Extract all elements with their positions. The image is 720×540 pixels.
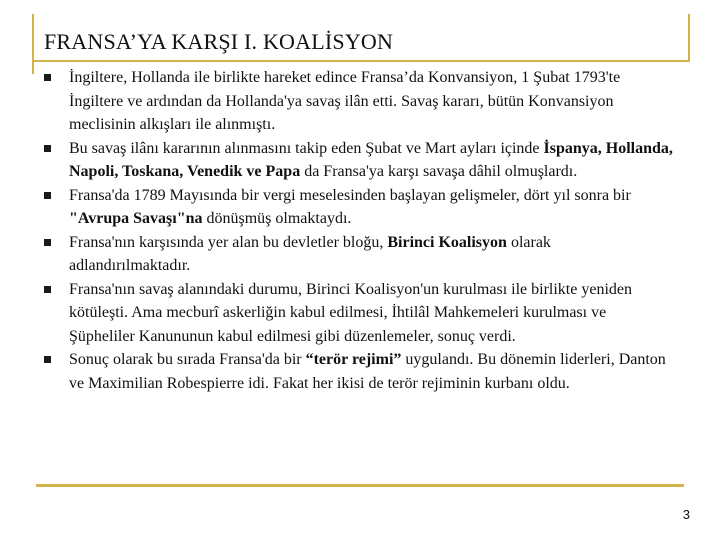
bullet-text: da Fransa'ya karşı savaşa dâhil olmuşlardı. bbox=[300, 163, 578, 180]
bullet-list bbox=[44, 66, 674, 395]
bullet-item bbox=[44, 348, 674, 395]
square-bullet-icon bbox=[44, 356, 51, 363]
bullet-text-bold: "Avrupa Savaşı"na bbox=[69, 210, 203, 227]
square-bullet-icon bbox=[44, 286, 51, 293]
accent-line-right bbox=[688, 14, 690, 62]
bullet-text: olarak adlandırılmaktadır. bbox=[69, 233, 551, 274]
square-bullet-icon bbox=[44, 145, 51, 152]
bullet-item bbox=[44, 231, 674, 278]
square-bullet-icon bbox=[44, 239, 51, 246]
bullet-item bbox=[44, 66, 674, 137]
square-bullet-icon bbox=[44, 74, 51, 81]
bullet-text: dönüşmüş olmaktaydı. bbox=[202, 210, 352, 227]
slide-title: FRANSA’YA KARŞI I. KOALİSYON bbox=[44, 29, 394, 54]
bullet-text: Fransa'nın karşısında yer alan bu devletler bloğu, bbox=[69, 233, 388, 251]
bullet-text-bold: “terör rejimi” bbox=[305, 351, 402, 368]
bullet-item bbox=[44, 137, 674, 184]
title-underline bbox=[32, 60, 690, 62]
page-number: 3 bbox=[682, 507, 690, 522]
bullet-text: Sonuç olarak bu sırada Fransa'da bir bbox=[69, 351, 306, 368]
bullet-text-bold: Birinci Koalisyon bbox=[387, 233, 507, 251]
square-bullet-icon bbox=[44, 192, 51, 199]
accent-line-vertical bbox=[32, 14, 34, 74]
bullet-text-bold: İspanya, Hollanda, Napoli, Toskana, Venedik ve Papa bbox=[69, 139, 673, 180]
bullet-text: Fransa'da 1789 Mayısında bir vergi meselesinden başlayan gelişmeler, dört yıl sonra bir bbox=[69, 186, 631, 204]
bullet-item bbox=[44, 184, 674, 231]
footer-line bbox=[36, 484, 684, 487]
bullet-text: İngiltere, Hollanda ile birlikte hareket edince Fransa’da Konvansiyon, 1 Şubat 1793'te İngiltere ve ardından da Hollanda'ya savaş ilân etti. Savaş kararı, bütün Konvansiyon meclisinin alkışları ile alınmıştı. bbox=[69, 69, 621, 133]
bullet-text: Bu savaş ilânı kararının alınmasını takip eden Şubat ve Mart ayları içinde bbox=[69, 139, 544, 157]
bullet-item bbox=[44, 278, 674, 349]
bullet-text: uygulandı. Bu dönemin liderleri, Danton ve Maximilian Robespierre idi. Fakat her ikisi de terör rejiminin kurbanı oldu. bbox=[69, 351, 666, 392]
bullet-text: Fransa'nın savaş alanındaki durumu, Birinci Koalisyon'un kurulması ile birlikte yeniden kötüleşti. Ama mecburî askerliğin kabul edilmesi, İhtilâl Mahkemeleri kurulması ve Şüpheliler Kanununun kabul edilmesi gibi düzenlemeler, sonuç verdi. bbox=[69, 280, 632, 345]
